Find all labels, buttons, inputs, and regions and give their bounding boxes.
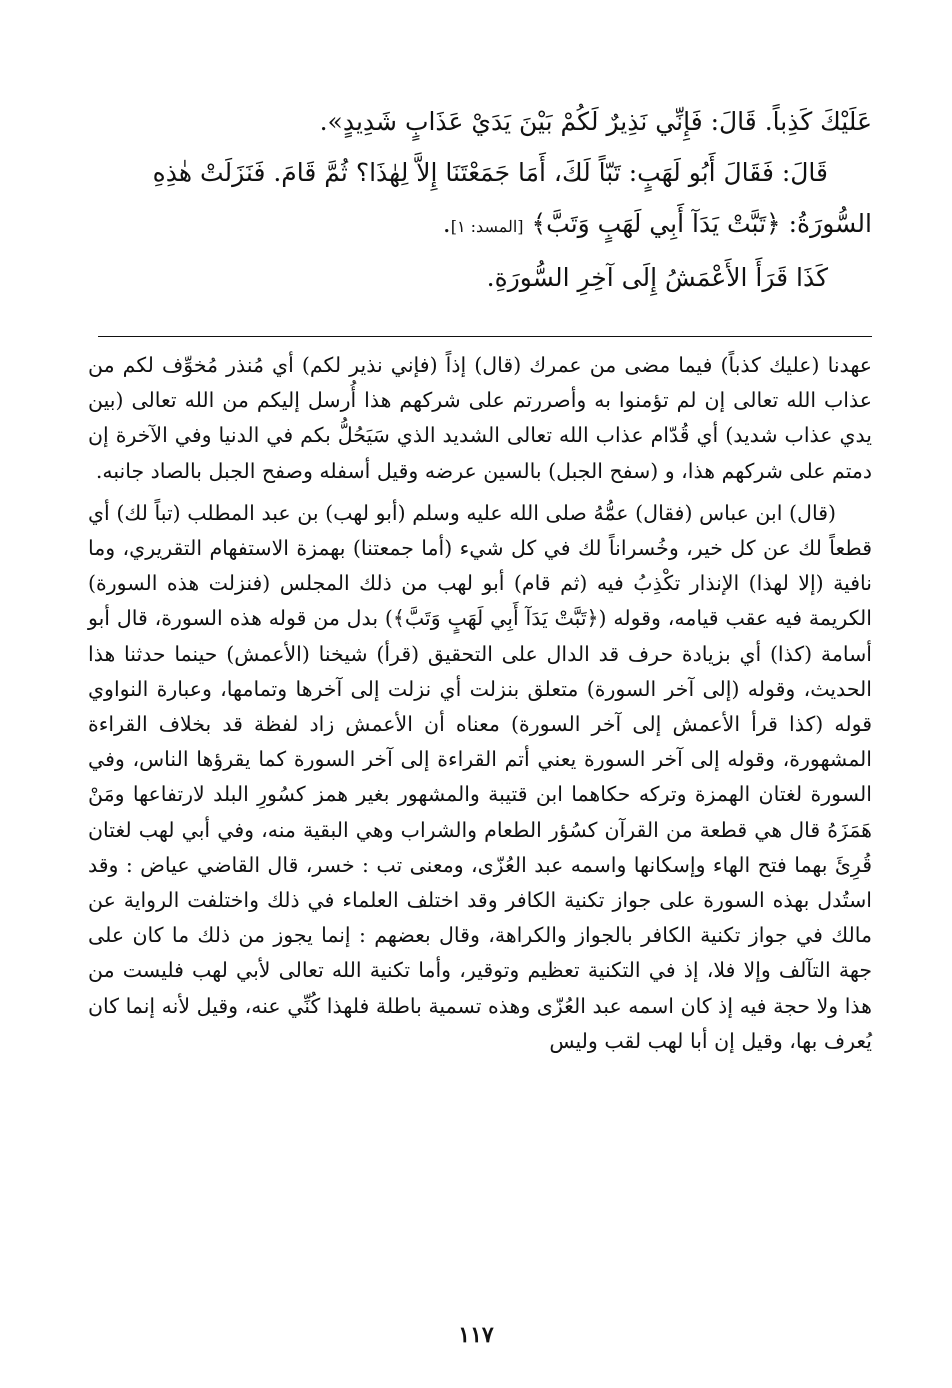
punctuation: . bbox=[442, 209, 451, 238]
quran-verse: السُّورَةُ: ﴿تَبَّتْ يَدَآ أَبِي لَهَبٍ وَتَبَّ﴾ bbox=[531, 209, 872, 238]
hadith-line: كَذَا قَرَأَ الأَعْمَشُ إِلَى آخِرِ السُّورَةِ. bbox=[486, 263, 828, 292]
verse-reference: [المسد: ١] bbox=[450, 217, 524, 236]
page-number: ١١٧ bbox=[458, 1322, 494, 1348]
hadith-text bbox=[78, 96, 872, 303]
commentary-text bbox=[88, 348, 872, 1059]
commentary-paragraph: عهدنا (عليك كذباً) فيما مضى من عمرك (قال) إذاً (فإني نذير لكم) أي مُنذر مُخوِّف لكم من عذاب الله تعالى إن لم تؤمنوا به وأصررتم على شركهم هذا أُرسل إليكم من الله تعالى (بين يدي عذاب شديد) أي قُدّام عذاب الله تعالى الشديد الذي سَيَحُلُّ بكم في الدنيا وفي الآخرة إن دمتم على شركهم هذا، و (سفح الجبل) بالسين عرضه وقيل أسفله وصفح الجبل بالصاد جانبه. bbox=[88, 353, 872, 483]
footnote-divider bbox=[98, 336, 872, 337]
hadith-line: عَلَيْكَ كَذِباً. قَالَ: فَإِنِّي نَذِيرٌ لَكُمْ بَيْنَ يَدَيْ عَذَابٍ شَدِيدٍ». bbox=[319, 107, 872, 136]
hadith-line: قَالَ: فَقَالَ أَبُو لَهَبٍ: تَبّاً لَكَ، أَمَا جَمَعْتَنَا إِلاَّ لِهٰذَا؟ ثُمَّ قَامَ. فَنَزَلَتْ هٰذِهِ bbox=[152, 158, 828, 187]
hadith-line bbox=[78, 198, 872, 252]
commentary-paragraph: (قال) ابن عباس (فقال) عمُّهُ صلى الله عليه وسلم (أبو لهب) بن عبد المطلب (تباً لك) أي قطعاً لك عن كل خير، وخُسراناً لك في كل شيء (أما جمعتنا) بهمزة الاستفهام التقريري، وما نافية (إلا لهذا) الإنذار تكْذِبُ فيه (ثم قام) أبو لهب من ذلك المجلس (فنزلت هذه السورة) الكريمة فيه عقب قيامه، وقوله (﴿تَبَّتْ يَدَآ أَبِي لَهَبٍ وَتَبَّ﴾) بدل من قوله هذه السورة، قال أبو أسامة (كذا) أي بزيادة حرف قد الدال على التحقيق (قرأ) شيخنا (الأعمش) حينما حدثنا هذا الحديث، وقوله (إلى آخر السورة) متعلق بنزلت أي نزلت إلى آخرها وتمامها، وعبارة النواوي قوله (كذا قرأ الأعمش إلى آخر السورة) معناه أن الأعمش زاد لفظة قد بخلاف القراءة المشهورة، وقوله إلى آخر السورة يعني أتم القراءة إلى آخر السورة كما يقرؤها الناس، وفي السورة لغتان الهمزة وتركه حكاهما ابن قتيبة والمشهور بغير همز كسُورِ البلد لارتفاعها ومَنْ هَمَزَهُ قال هي قطعة من القرآن كسُؤر الطعام والشراب وهي البقية منه، وفي أبي لهب لغتان قُرِئَ بهما فتح الهاء وإسكانها واسمه عبد العُزّى، ومعنى تب : خسر، قال القاضي عياض : وقد استُدل بهذه السورة على جواز تكنية الكافر وقد اختلف العلماء في ذلك واختلفت الرواية عن مالك في جواز تكنية الكافر بالجواز والكراهة، وقال بعضهم : إنما يجوز من ذلك ما كان على جهة التآلف وإلا فلا، إذ في التكنية تعظيم وتوقير، وأما تكنية الله تعالى لأبي لهب فليست من هذا ولا حجة فيه إذ كان اسمه عبد العُزّى وهذه تسمية باطلة فلهذا كُنِّي عنه، وقيل لأنه إنما كان يُعرف بها، وقيل إن أبا لهب لقب وليس bbox=[88, 500, 872, 1053]
